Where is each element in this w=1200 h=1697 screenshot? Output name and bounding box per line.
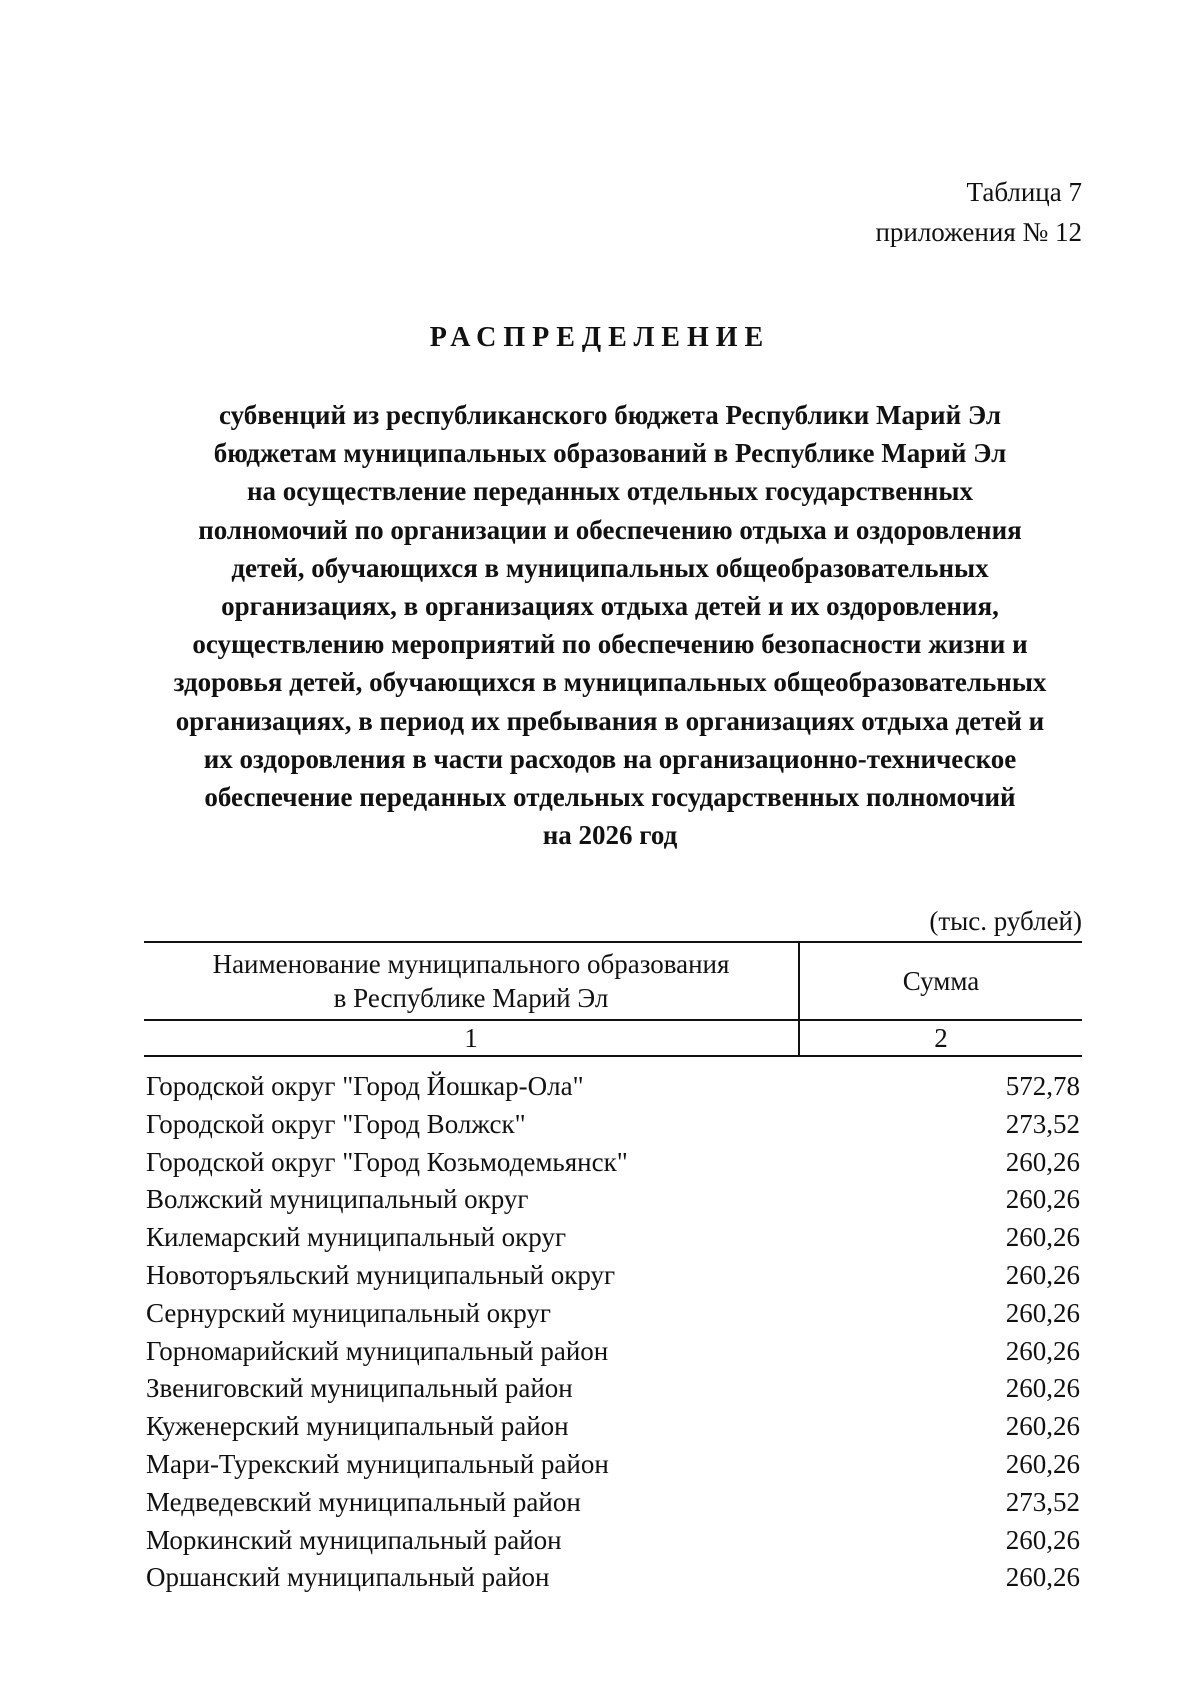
subtitle-line: осуществлению мероприятий по обеспечению безопасности жизни и xyxy=(192,629,1028,660)
municipality-name: Сернурский муниципальный округ xyxy=(146,1297,551,1328)
subtitle-line: полномочий по организации и обеспечению отдыха и оздоровления xyxy=(198,514,1022,545)
table-row xyxy=(146,1559,1080,1597)
table-reference xyxy=(875,172,1082,252)
table-row xyxy=(146,1068,1080,1106)
amount-value: 260,26 xyxy=(1005,1259,1080,1290)
subtitle-line: их оздоровления в части расходов на организационно-техническое xyxy=(203,743,1017,774)
municipality-name: Мари-Турекский муниципальный район xyxy=(146,1448,609,1479)
subtitle-line: бюджетам муниципальных образований в Республике Марий Эл xyxy=(213,438,1007,469)
table-row xyxy=(146,1522,1080,1560)
amount-value: 260,26 xyxy=(1005,1146,1080,1177)
subtitle-line: здоровья детей, обучающихся в муниципальных общеобразовательных xyxy=(173,667,1047,698)
municipality-name: Горномарийский муниципальный район xyxy=(146,1335,609,1366)
distribution-table-header xyxy=(144,941,1082,1057)
table-number-row xyxy=(144,1020,1082,1056)
municipality-name: Волжский муниципальный округ xyxy=(146,1184,529,1215)
amount-value: 273,52 xyxy=(1005,1486,1080,1517)
table-header-row xyxy=(144,942,1082,1020)
municipality-name: Моркинский муниципальный район xyxy=(146,1524,562,1555)
municipality-name: Звениговский муниципальный район xyxy=(146,1373,573,1404)
subtitle-line: на 2026 год xyxy=(542,820,678,851)
column-header-name xyxy=(144,942,799,1020)
municipality-name: Медведевский муниципальный район xyxy=(146,1486,581,1517)
table-row xyxy=(146,1408,1080,1446)
table-number: Таблица 7 xyxy=(966,177,1082,207)
amount-value: 260,26 xyxy=(1005,1222,1080,1253)
column-header-amount: Сумма xyxy=(799,942,1082,1020)
amount-value: 260,26 xyxy=(1005,1562,1080,1593)
amount-value: 260,26 xyxy=(1005,1297,1080,1328)
amount-value: 260,26 xyxy=(1005,1411,1080,1442)
subtitle-line: обеспечение переданных отдельных государственных полномочий xyxy=(204,782,1016,813)
table-row xyxy=(146,1295,1080,1333)
table-row xyxy=(146,1106,1080,1144)
distribution-table-body xyxy=(146,1068,1080,1597)
table-row xyxy=(146,1484,1080,1522)
subtitle-line: субвенций из республиканского бюджета Республики Марий Эл xyxy=(218,400,1002,430)
appendix-reference: приложения № 12 xyxy=(875,217,1082,247)
document-heading: РАСПРЕДЕЛЕНИЕ xyxy=(429,322,771,353)
municipality-name: Городской округ "Город Козьмодемьянск" xyxy=(146,1146,628,1177)
subtitle-line: организациях, в период их пребывания в организациях отдыха детей и xyxy=(175,705,1045,736)
municipality-name: Новоторъяльский муниципальный округ xyxy=(146,1259,616,1290)
subtitle-line: на осуществление переданных отдельных государственных xyxy=(247,476,973,507)
column-header-name-line2: в Республике Марий Эл xyxy=(333,983,609,1013)
table-row xyxy=(146,1257,1080,1295)
municipality-name: Куженерский муниципальный район xyxy=(146,1411,569,1442)
table-row xyxy=(146,1181,1080,1219)
column-number-2: 2 xyxy=(799,1020,1082,1056)
amount-value: 260,26 xyxy=(1005,1448,1080,1479)
document-subtitle xyxy=(140,396,1080,854)
amount-value: 260,26 xyxy=(1005,1335,1080,1366)
table-row xyxy=(146,1446,1080,1484)
table-row xyxy=(146,1333,1080,1371)
municipality-name: Городской округ "Город Волжск" xyxy=(146,1108,526,1139)
subtitle-line: организациях, в организациях отдыха детей и их оздоровления, xyxy=(221,591,999,622)
amount-value: 260,26 xyxy=(1005,1373,1080,1404)
table-row xyxy=(146,1370,1080,1408)
units-label: (тыс. рублей) xyxy=(929,906,1082,936)
amount-value: 572,78 xyxy=(1005,1071,1080,1101)
municipality-name: Оршанский муниципальный район xyxy=(146,1562,550,1593)
column-number-1: 1 xyxy=(144,1020,799,1056)
column-header-name-line1: Наименование муниципального образования xyxy=(212,949,730,979)
amount-value: 273,52 xyxy=(1005,1108,1080,1139)
municipality-name: Килемарский муниципальный округ xyxy=(146,1222,567,1253)
subtitle-line: детей, обучающихся в муниципальных общеобразовательных xyxy=(231,552,989,583)
table-row xyxy=(146,1219,1080,1257)
amount-value: 260,26 xyxy=(1005,1184,1080,1215)
table-row xyxy=(146,1144,1080,1182)
municipality-name: Городской округ "Город Йошкар-Ола" xyxy=(146,1071,584,1101)
amount-value: 260,26 xyxy=(1005,1524,1080,1555)
